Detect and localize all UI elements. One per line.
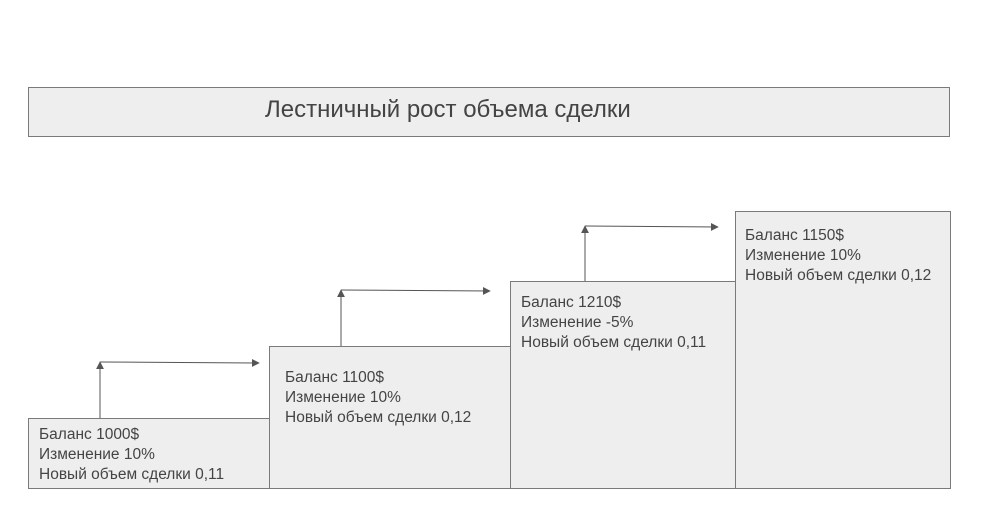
- step-3-volume: Новый объем сделки 0,11: [521, 334, 707, 351]
- step-1-volume: Новый объем сделки 0,11: [39, 466, 225, 483]
- arrow-step-3: [585, 226, 718, 281]
- step-1-balance: Баланс 1000$: [39, 426, 140, 443]
- step-4-volume: Новый объем сделки 0,12: [745, 267, 932, 284]
- arrow-step-2: [341, 290, 490, 346]
- step-4-balance: Баланс 1150$: [745, 227, 845, 244]
- step-1-change: Изменение 10%: [39, 446, 155, 463]
- step-2-volume: Новый объем сделки 0,12: [285, 409, 472, 426]
- step-4-change: Изменение 10%: [745, 247, 861, 264]
- step-2-change: Изменение 10%: [285, 389, 401, 406]
- step-2-balance: Баланс 1100$: [285, 369, 385, 386]
- step-3-change: Изменение -5%: [521, 314, 634, 331]
- step-3-balance: Баланс 1210$: [521, 294, 622, 311]
- diagram-title: Лестничный рост объема сделки: [265, 96, 631, 123]
- arrow-step-1: [100, 362, 259, 418]
